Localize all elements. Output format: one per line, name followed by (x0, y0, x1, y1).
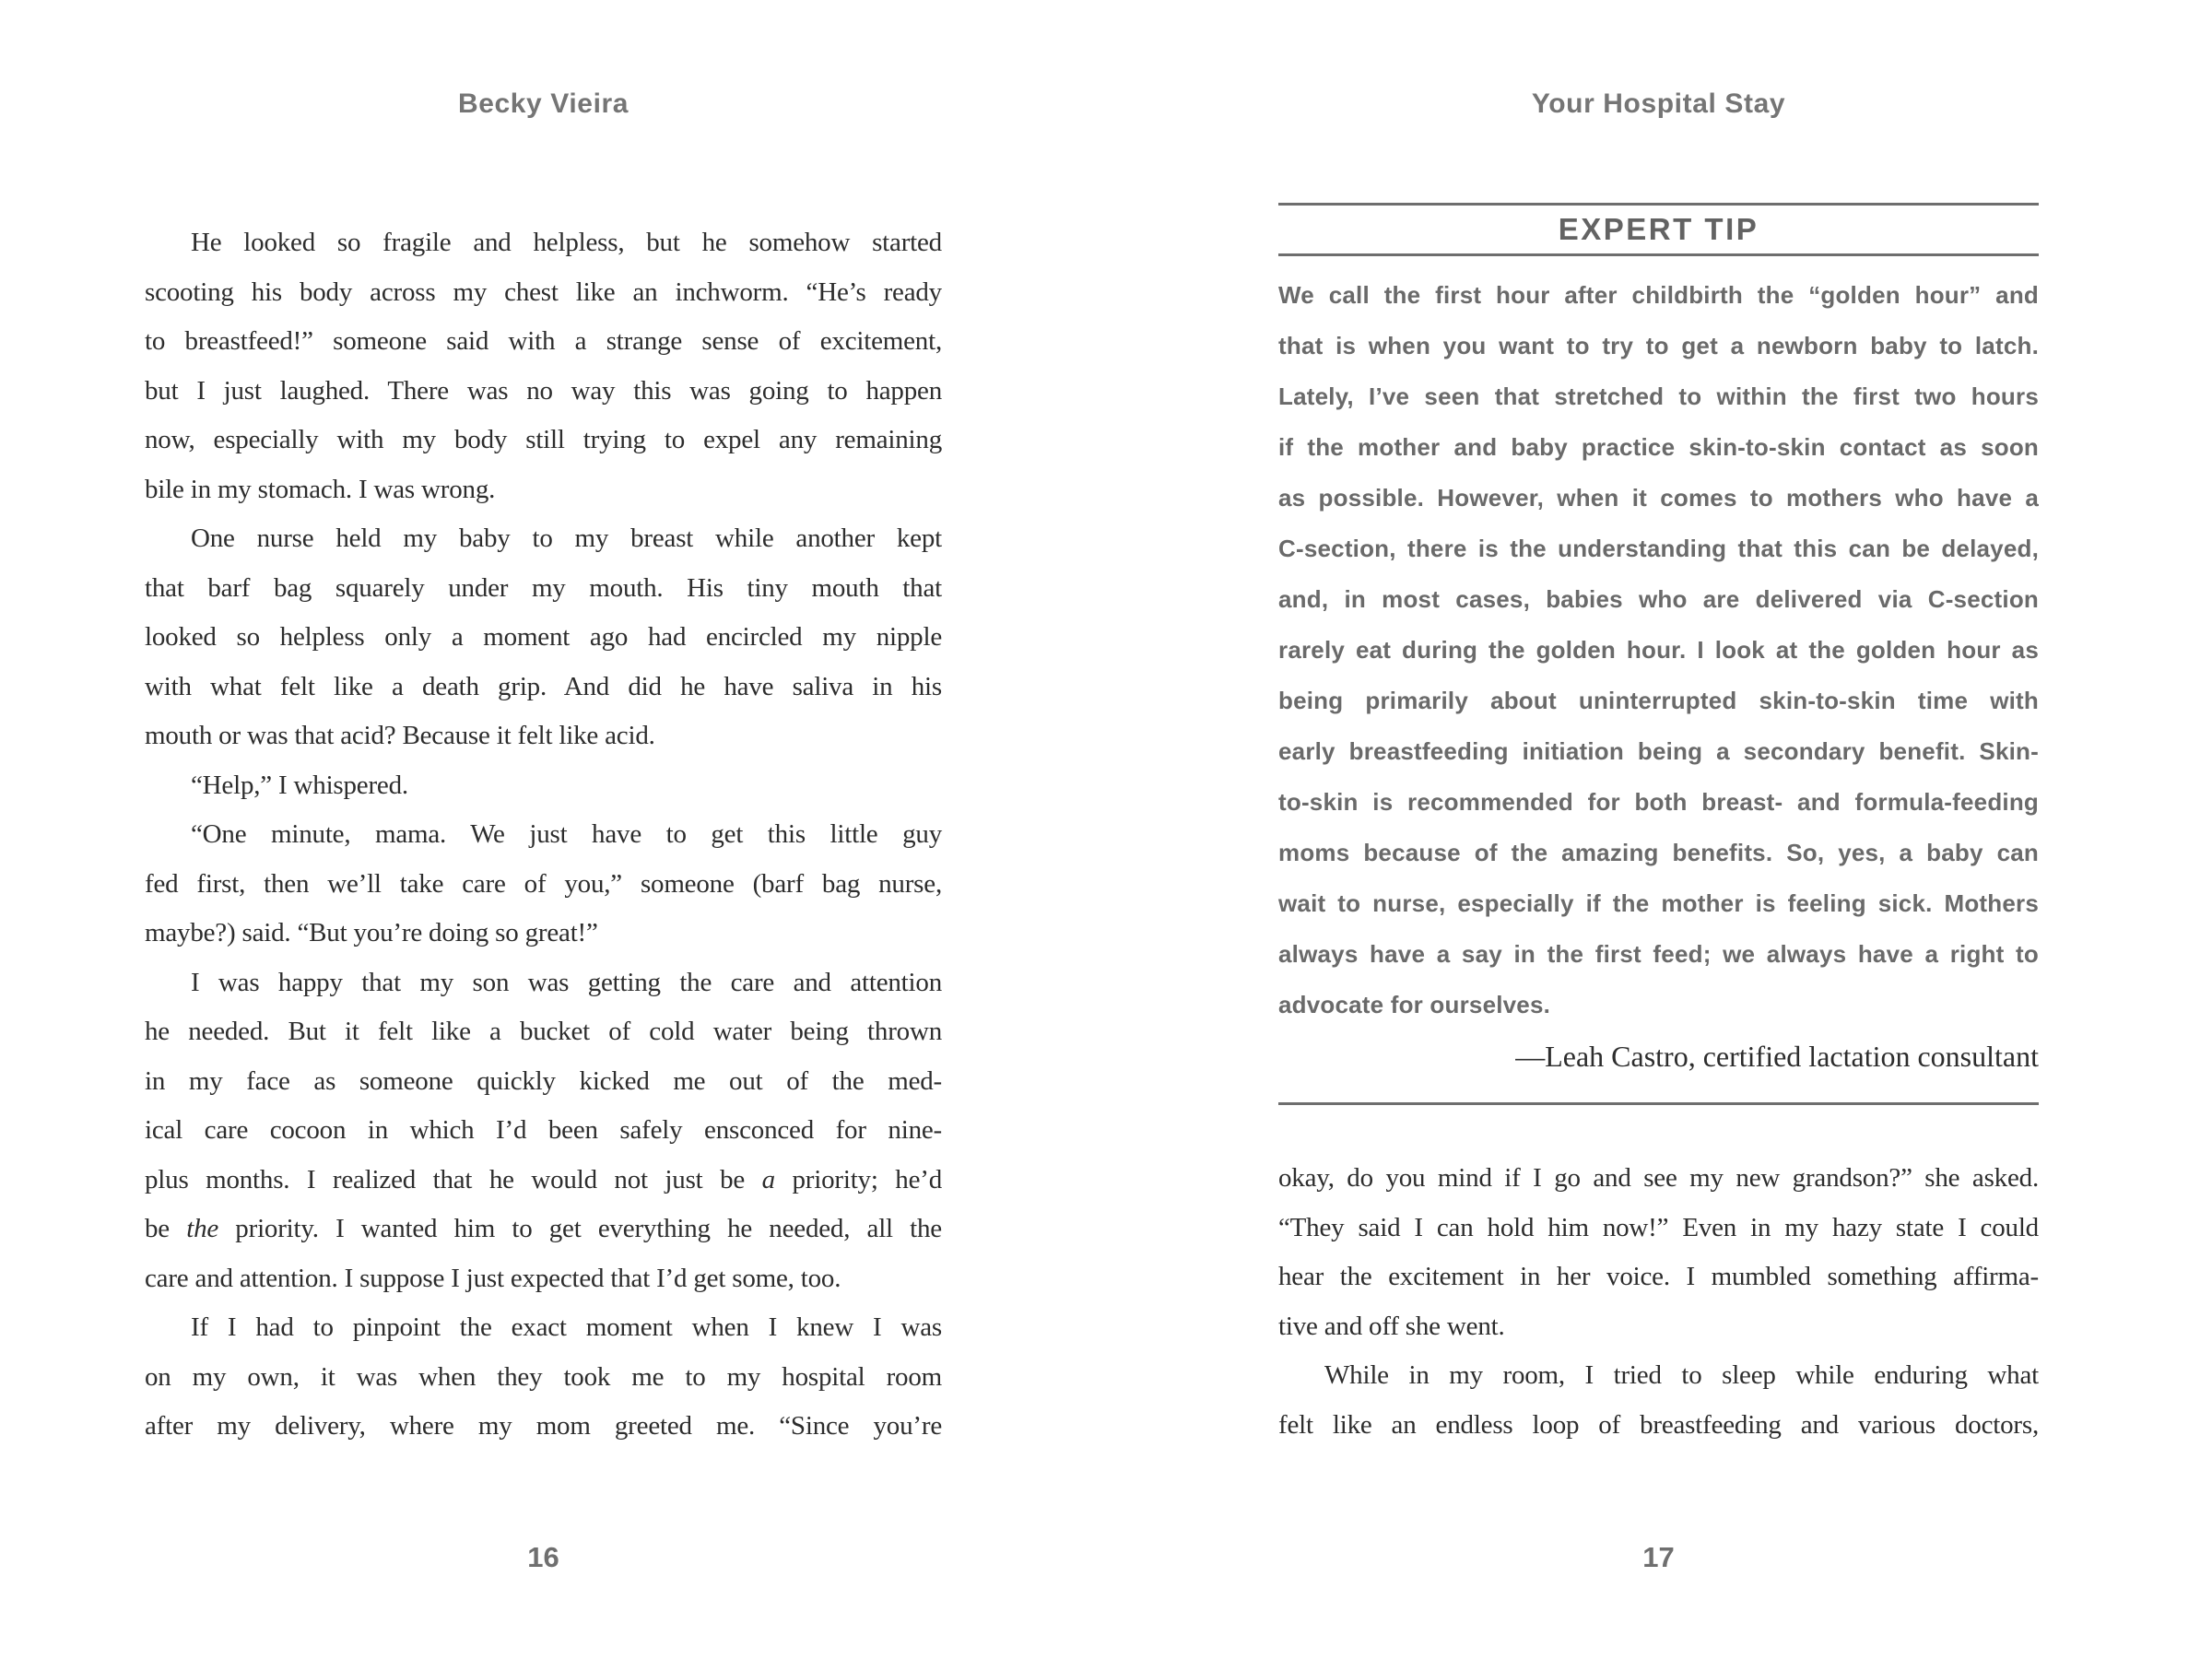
expert-tip-bottom-rule (1278, 1102, 2039, 1105)
text-line: hear the excitement in her voice. I mumbled something affirma- (1278, 1262, 2039, 1291)
text-line: care and attention. I suppose I just expected that I’d get some, too. (145, 1263, 841, 1293)
text-line: mouth or was that acid? Because it felt like acid. (145, 721, 655, 750)
text-line: wait to nurse, especially if the mother is feeling sick. Mothers (1278, 889, 2039, 917)
text-line: If I had to pinpoint the exact moment when I knew I was (191, 1312, 942, 1342)
text-line: that is when you want to try to get a newborn baby to latch. (1278, 332, 2039, 359)
running-head-author: Becky Vieira (457, 88, 629, 119)
text-line: rarely eat during the golden hour. I look at the golden hour as (1278, 636, 2039, 664)
text-line: He looked so fragile and helpless, but he somehow started (191, 228, 942, 257)
running-head-chapter: Your Hospital Stay (1531, 88, 1786, 119)
text-line: maybe?) said. “But you’re doing so great!” (145, 918, 598, 947)
text-line: C-section, there is the understanding that this can be delayed, (1278, 535, 2039, 562)
text-line: “They said I can hold him now!” Even in my hazy state I could (1278, 1212, 2039, 1242)
text-line: and, in most cases, babies who are delivered via C-section (1278, 585, 2039, 613)
text-line: to breastfeed!” someone said with a strange sense of excitement, (145, 326, 942, 356)
text-line: after my delivery, where my mom greeted me. “Since you’re (145, 1411, 942, 1441)
text-line: as possible. However, when it comes to mothers who have a (1278, 484, 2039, 512)
text-line: but I just laughed. There was no way this was going to happen (145, 375, 942, 406)
text-line: with what felt like a death grip. And did he have saliva in his (145, 671, 942, 701)
text-line: if the mother and baby practice skin-to-skin contact as soon (1278, 433, 2039, 461)
text-line: “Help,” I whispered. (191, 770, 408, 800)
expert-tip-header (1278, 203, 2039, 256)
text-line: be the priority. I wanted him to get everything he needed, all the (145, 1214, 942, 1243)
page-number-left: 16 (527, 1541, 559, 1573)
text-line: We call the first hour after childbirth the “golden hour” and (1278, 281, 2039, 309)
text-line: looked so helpless only a moment ago had encircled my nipple (145, 622, 942, 652)
text-line: ical care cocoon in which I’d been safely ensconced for nine- (145, 1115, 942, 1145)
text-line: advocate for ourselves. (1278, 991, 1551, 1018)
text-line: While in my room, I tried to sleep while enduring what (1324, 1360, 2039, 1390)
text-line: now, especially with my body still trying to expel any remaining (145, 425, 942, 454)
text-line: “One minute, mama. We just have to get this little guy (191, 819, 942, 849)
text-line: early breastfeeding initiation being a secondary benefit. Skin- (1278, 737, 2039, 765)
expert-tip-attribution: —Leah Castro, certified lactation consultant (1515, 1040, 2039, 1073)
text-line: Lately, I’ve seen that stretched to within the first two hours (1278, 382, 2039, 410)
page-number-right: 17 (1642, 1541, 1675, 1573)
text-line: to-skin is recommended for both breast- and formula-feeding (1278, 788, 2039, 816)
text-line: felt like an endless loop of breastfeeding and various doctors, (1278, 1409, 2039, 1440)
text-line: scooting his body across my chest like an inchworm. “He’s ready (145, 276, 942, 307)
text-line: in my face as someone quickly kicked me out of the med- (145, 1065, 942, 1096)
text-line: tive and off she went. (1278, 1311, 1505, 1341)
text-line: bile in my stomach. I was wrong. (145, 474, 496, 504)
text-line: on my own, it was when they took me to my hospital room (145, 1361, 942, 1392)
text-line: that barf bag squarely under my mouth. His tiny mouth that (145, 572, 942, 603)
left-page (145, 0, 942, 1659)
expert-tip-text (1278, 270, 2039, 1030)
expert-tip-title: EXPERT TIP (1558, 212, 1759, 246)
text-line: okay, do you mind if I go and see my new grandson?” she asked. (1278, 1163, 2039, 1193)
text-line: One nurse held my baby to my breast while another kept (191, 524, 942, 553)
right-page-body-text (1278, 1154, 2039, 1450)
right-page (1278, 0, 2039, 1659)
text-line: always have a say in the first feed; we always have a right to (1278, 940, 2039, 968)
text-line: he needed. But it felt like a bucket of cold water being thrown (145, 1017, 942, 1046)
left-page-body-text (145, 218, 942, 1452)
text-line: I was happy that my son was getting the care and attention (191, 967, 942, 997)
text-line: moms because of the amazing benefits. So, yes, a baby can (1278, 839, 2039, 866)
text-line: plus months. I realized that he would not just be a priority; he’d (145, 1164, 942, 1194)
text-line: being primarily about uninterrupted skin-to-skin time with (1278, 687, 2039, 714)
text-line: fed first, then we’ll take care of you,” someone (barf bag nurse, (145, 868, 942, 899)
